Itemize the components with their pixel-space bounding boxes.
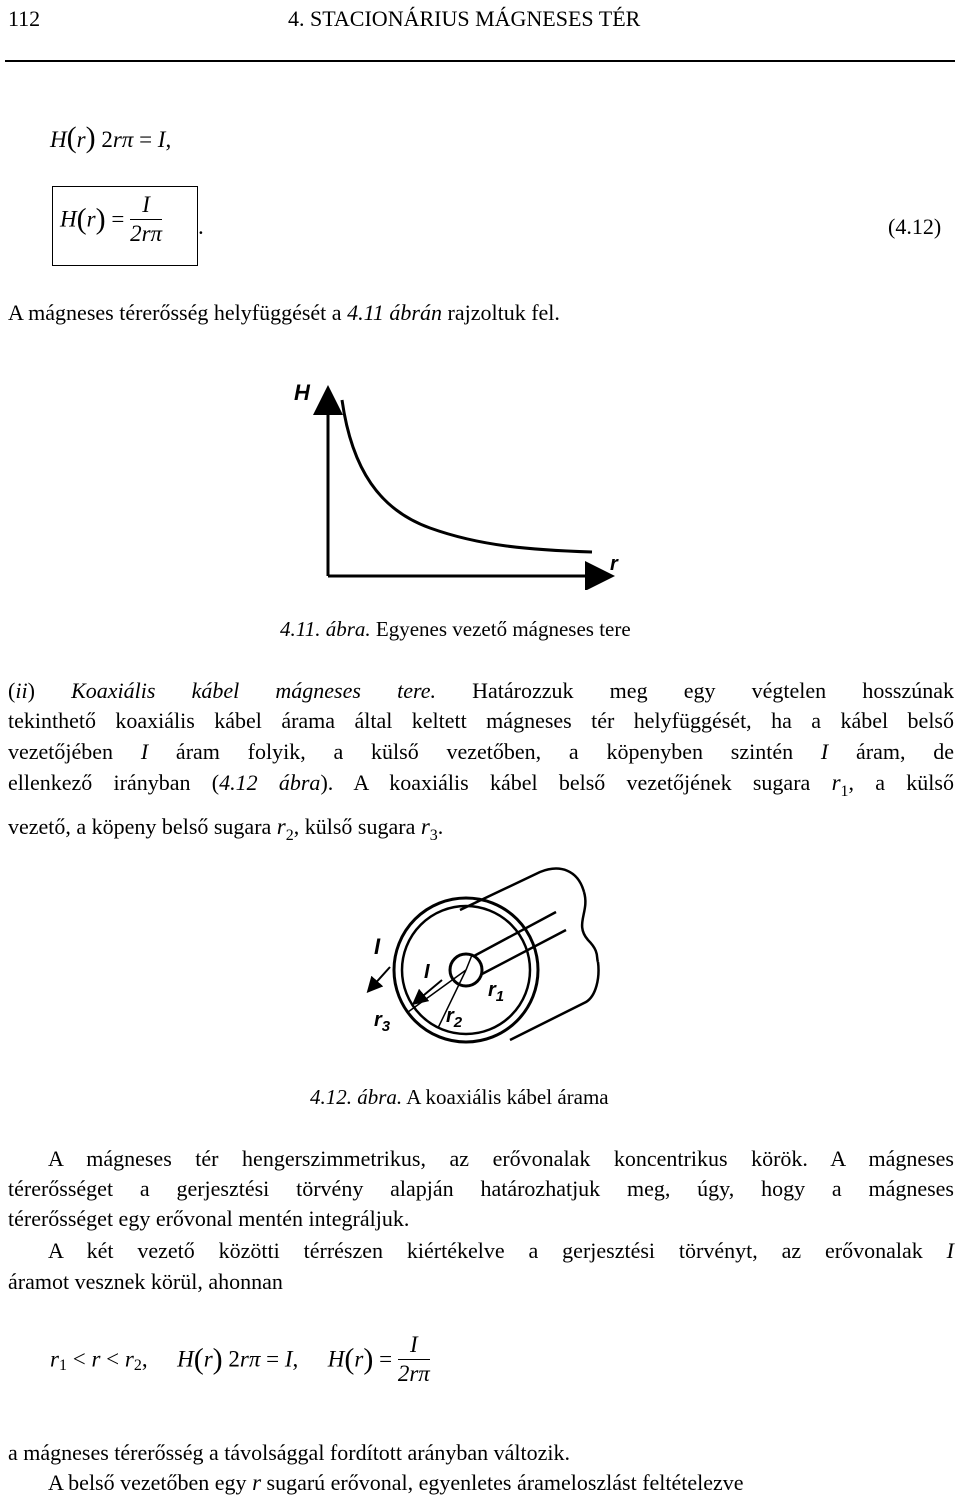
eq1-r2: r [112,127,122,152]
inner-conductor-edge-bottom [482,930,566,974]
p2-line-5: vezető, a köpeny belső sugara $r_2$, külső sugara $r_3$. [8,814,444,844]
label-r3: $r_3$ [374,1009,391,1035]
eq1-r: r [76,127,86,152]
section-title-koaxialis: Koaxiális kábel mágneses tere. [71,678,436,703]
figure-ref-4-12: 4.12 ábra [219,770,321,795]
radius-r1-line [466,955,472,970]
x-axis-label: r [610,553,618,575]
eq1-H: H [50,127,67,152]
label-r2: $r_2$ [446,1005,463,1031]
caption-4-12-number: 4.12. ábra. [310,1085,403,1109]
eq2-equals: = [111,206,125,232]
caption-4-11-number: 4.11. ábra. [280,617,371,641]
p5-line-1: a mágneses térerősség a távolsággal fordított arányban változik. [8,1440,571,1465]
figure-4-12-coax-cable [360,862,610,1062]
hyperbola-curve [342,400,592,552]
cable-end-wave [582,892,598,962]
figure-ref-4-11: 4.11 ábrán [347,300,442,325]
eq1-comma: , [165,127,172,152]
p6-line-1: A belső vezetőben egy r sugarú erővonal, egyenletes árameloszlást feltételezve [48,1470,744,1495]
equation-2: H(r) = $\frac{I}{2r\pi}$ [60,192,163,246]
eq3-fraction: $\frac{I}{2r\pi}$ [397,1332,430,1386]
caption-4-11-text: Egyenes vezető mágneses tere [370,617,631,641]
header-rule [5,60,955,62]
eq2-numerator: I [142,192,150,217]
cable-top-edge [460,869,584,910]
eq2-dot: . [198,214,204,239]
eq2-fraction [130,192,162,247]
p2-line-1: (ii) Koaxiális kábel mágneses tere. Határozzuk meg egy végtelen hosszúnak [8,678,954,703]
eq2-denominator: 2rπ [130,221,163,246]
p4-line-2: áramot vesznek körül, ahonnan [8,1269,283,1294]
eq1-equals: = [139,127,153,152]
eq2-H: H [60,206,77,232]
p3-line-1: A mágneses tér hengerszimmetrikus, az erővonalak koncentrikus körök. A mágneses [48,1146,954,1171]
equation-3: $r_1 < r < r_2$, H(r) 2rπ = I, H(r) = $\frac{I}{2r\pi}$ [50,1332,430,1386]
label-r1: $r_1$ [488,979,505,1005]
equation-1: H(r) 2rπ = I, [50,121,172,154]
label-I-inner: I [424,961,430,983]
label-I-outer: I [374,934,381,959]
p2-line-3: vezetőjében I áram folyik, a külső vezetőben, a köpenyben szintén I áram, de [8,739,954,764]
chapter-title: 4. STACIONÁRIUS MÁGNESES TÉR [288,6,641,31]
eq1-two: 2 [101,127,113,152]
p2-line-2: tekinthető koaxiális kábel árama által keltett mágneses tér helyfüggését, ha a kábel belső [8,708,954,733]
p3-line-3: térerősséget egy erővonal mentén integráljuk. [8,1206,410,1231]
figure-4-11-plot [280,370,640,590]
figure-4-11-caption [280,614,631,644]
eq1-pi: π [121,127,134,152]
radius-r3-line [408,970,466,1012]
p4-line-1: A két vezető közötti térrészen kiértékelve a gerjesztési törvényt, az erővonalak I [48,1238,954,1263]
outer-current-arrow [372,967,390,987]
page-number: 112 [8,6,41,31]
paragraph-figure-reference: A mágneses térerősség helyfüggését a 4.11 ábrán rajzoltuk fel. [8,300,560,325]
caption-4-12-text: A koaxiális kábel árama [402,1085,609,1109]
figure-4-12-caption [310,1082,609,1112]
equation-number-4-12: (4.12) [888,214,942,239]
p3-line-2: térerősséget a gerjesztési törvény alapján határozhatjuk meg, úgy, hogy a mágneses [8,1176,954,1201]
eq1-I: I [157,127,166,152]
p2-line-4: ellenkező irányban (4.12 ábra). A koaxiális kábel belső vezetőjének sugara $r_1$, a külső [8,770,954,800]
eq2-r: r [86,206,96,232]
y-axis-label: H [294,380,310,405]
